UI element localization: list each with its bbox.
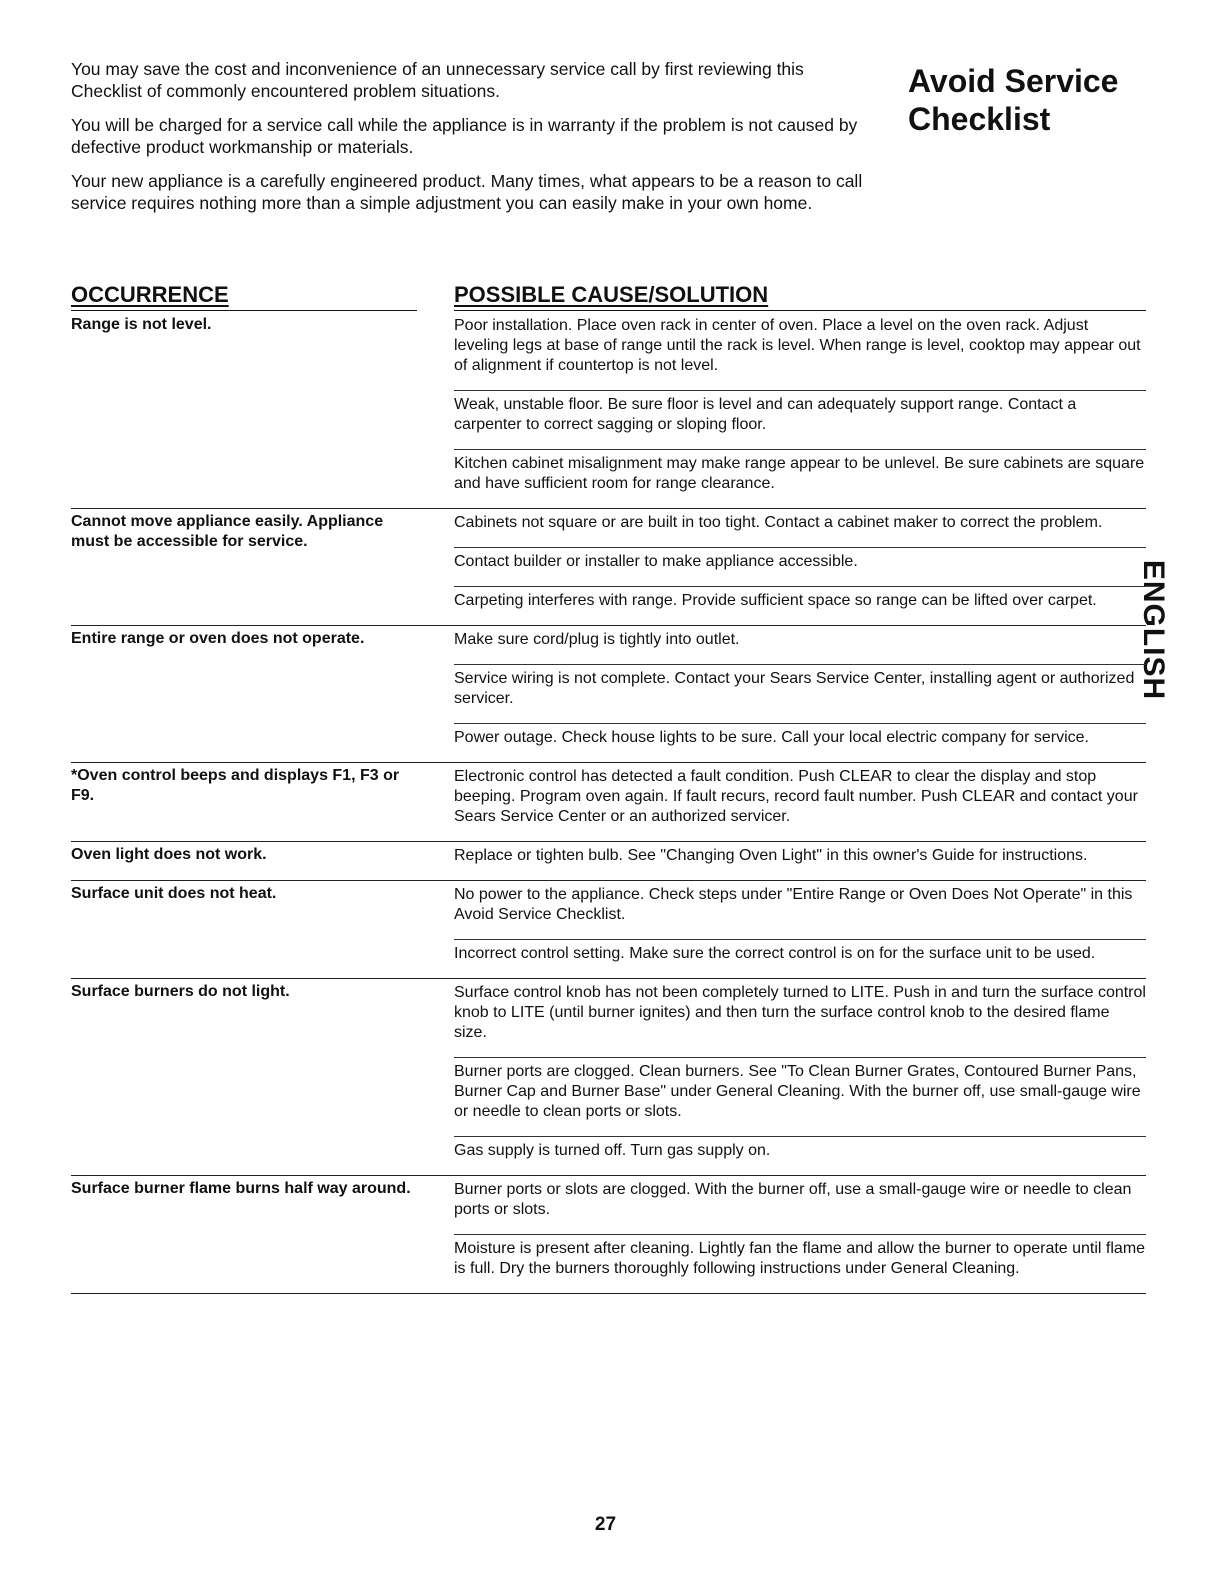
solution-item: Burner ports or slots are clogged. With the burner off, use a small-gauge wire or needle to clean ports or slots. bbox=[454, 1176, 1146, 1235]
checklist-row bbox=[71, 842, 1146, 881]
solution-cell bbox=[454, 979, 1146, 1175]
checklist-row bbox=[71, 312, 1146, 509]
solution-item: Service wiring is not complete. Contact your Sears Service Center, installing agent or authorized servicer. bbox=[454, 665, 1146, 724]
checklist-row bbox=[71, 979, 1146, 1176]
intro-paragraph-2: You will be charged for a service call while the appliance is in warranty if the problem is not caused by defective product workmanship or materials. bbox=[71, 115, 858, 157]
occurrence-cell: Range is not level. bbox=[71, 316, 212, 333]
language-tab-label: ENGLISH bbox=[1137, 559, 1171, 701]
intro-text bbox=[71, 58, 871, 226]
solution-header: POSSIBLE CAUSE/SOLUTION bbox=[454, 282, 769, 307]
occurrence-header-rule bbox=[71, 310, 417, 311]
solution-cell bbox=[454, 1176, 1146, 1293]
intro-paragraph-3: Your new appliance is a carefully engineered product. Many times, what appears to be a reason to call service requires nothing more than a simple adjustment you can easily make in your own home. bbox=[71, 171, 863, 213]
solution-item: Surface control knob has not been completely turned to LITE. Push in and turn the surface control knob to LITE (until burner ignites) and then turn the surface control knob to the desired flame size. bbox=[454, 979, 1146, 1058]
occurrence-cell: Surface burners do not light. bbox=[71, 983, 290, 1000]
occurrence-header: OCCURRENCE bbox=[71, 282, 229, 307]
solution-item: Contact builder or installer to make appliance accessible. bbox=[454, 548, 1146, 587]
solution-cell bbox=[454, 842, 1146, 880]
solution-item: No power to the appliance. Check steps under "Entire Range or Oven Does Not Operate" in this Avoid Service Checklist. bbox=[454, 881, 1146, 940]
solution-header-rule bbox=[454, 310, 1146, 311]
solution-cell bbox=[454, 509, 1146, 625]
occurrence-cell: Cannot move appliance easily. Appliance must be accessible for service. bbox=[71, 513, 384, 550]
intro-paragraph-1: You may save the cost and inconvenience of an unnecessary service call by first reviewing this Checklist of commonly encountered problem situations. bbox=[71, 59, 804, 101]
solution-item: Kitchen cabinet misalignment may make range appear to be unlevel. Be sure cabinets are square and have sufficient room for range clearance. bbox=[454, 455, 1145, 492]
occurrence-cell: *Oven control beeps and displays F1, F3 or F9. bbox=[71, 767, 400, 804]
checklist-row bbox=[71, 509, 1146, 626]
checklist-table bbox=[71, 312, 1146, 1294]
solution-item: Carpeting interferes with range. Provide sufficient space so range can be lifted over carpet. bbox=[454, 592, 1097, 609]
solution-item: Moisture is present after cleaning. Lightly fan the flame and allow the burner to operate until flame is full. Dry the burners thoroughly following instructions under General Cleaning. bbox=[454, 1240, 1146, 1277]
page-title-line-2: Checklist bbox=[908, 101, 1051, 137]
checklist-row bbox=[71, 1176, 1146, 1294]
solution-item: Make sure cord/plug is tightly into outlet. bbox=[454, 626, 1146, 665]
solution-item: Burner ports are clogged. Clean burners. See "To Clean Burner Grates, Contoured Burner Pans, Burner Cap and Burner Base" under General Cleaning. With the burner off, use small-gauge wire or needle to clean ports or slots. bbox=[454, 1058, 1146, 1137]
occurrence-cell: Oven light does not work. bbox=[71, 846, 267, 863]
checklist-row bbox=[71, 763, 1146, 842]
page-number: 27 bbox=[594, 1514, 617, 1535]
checklist-row bbox=[71, 881, 1146, 979]
checklist-row bbox=[71, 626, 1146, 763]
solution-item: Poor installation. Place oven rack in center of oven. Place a level on the oven rack. Adjust leveling legs at base of range until the rack is level. When range is level, cooktop may appear out of alignment if countertop is not level. bbox=[454, 312, 1146, 391]
page-title bbox=[908, 62, 1188, 138]
page-title-line-1: Avoid Service bbox=[908, 63, 1119, 99]
solution-item: Gas supply is turned off. Turn gas supply on. bbox=[454, 1142, 771, 1159]
solution-cell bbox=[454, 763, 1146, 841]
occurrence-cell: Surface burner flame burns half way around. bbox=[71, 1180, 411, 1197]
solution-cell bbox=[454, 312, 1146, 508]
solution-cell bbox=[454, 626, 1146, 762]
occurrence-cell: Surface unit does not heat. bbox=[71, 885, 277, 902]
solution-item: Electronic control has detected a fault condition. Push CLEAR to clear the display and stop beeping. Program oven again. If fault recurs, record fault number. Push CLEAR and contact your Sears Service Center or an authorized servicer. bbox=[454, 768, 1138, 825]
solution-cell bbox=[454, 881, 1146, 978]
solution-item: Replace or tighten bulb. See "Changing Oven Light" in this owner's Guide for instructions. bbox=[454, 847, 1088, 864]
solution-item: Power outage. Check house lights to be sure. Call your local electric company for service. bbox=[454, 729, 1089, 746]
solution-item: Weak, unstable floor. Be sure floor is level and can adequately support range. Contact a carpenter to correct sagging or sloping floor. bbox=[454, 391, 1146, 450]
solution-item: Incorrect control setting. Make sure the correct control is on for the surface unit to be used. bbox=[454, 945, 1096, 962]
solution-item: Cabinets not square or are built in too tight. Contact a cabinet maker to correct the problem. bbox=[454, 509, 1146, 548]
occurrence-cell: Entire range or oven does not operate. bbox=[71, 630, 365, 647]
